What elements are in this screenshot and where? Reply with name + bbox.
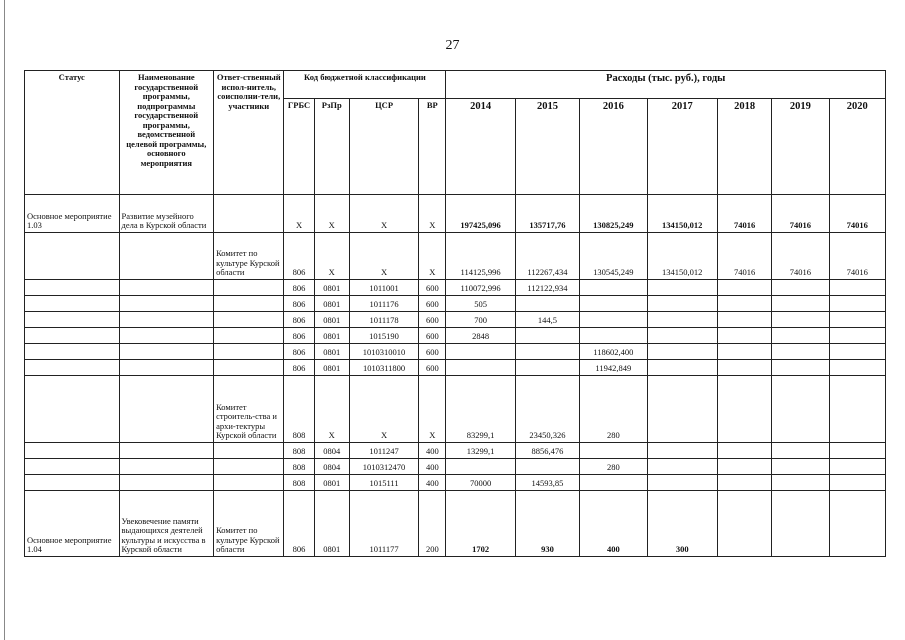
cell-status: Основное мероприятие 1.04: [25, 491, 120, 557]
cell-rzpr: Х: [314, 195, 349, 233]
cell-vr: 600: [419, 312, 446, 328]
cell-vr: 600: [419, 344, 446, 360]
header-year-2015: 2015: [515, 99, 579, 195]
cell-year-2019: [772, 459, 829, 475]
cell-grbs: 808: [284, 475, 314, 491]
cell-responsible: Комитет по культуре Курской области: [214, 233, 284, 280]
cell-status: [25, 344, 120, 360]
cell-year-2019: [772, 443, 829, 459]
cell-vr: 400: [419, 443, 446, 459]
cell-responsible: [214, 296, 284, 312]
cell-rzpr: 0804: [314, 443, 349, 459]
cell-csr: 1015190: [349, 328, 418, 344]
cell-csr: Х: [349, 195, 418, 233]
cell-status: [25, 376, 120, 443]
cell-year-2018: [717, 328, 771, 344]
cell-year-2016: [580, 312, 647, 328]
cell-grbs: Х: [284, 195, 314, 233]
cell-rzpr: 0801: [314, 360, 349, 376]
header-expenses: Расходы (тыс. руб.), годы: [446, 71, 886, 99]
cell-year-2015: [515, 344, 579, 360]
cell-year-2019: [772, 296, 829, 312]
cell-status: [25, 475, 120, 491]
cell-rzpr: 0801: [314, 344, 349, 360]
cell-name: [119, 376, 214, 443]
header-year-2020: 2020: [829, 99, 885, 195]
cell-year-2017: [647, 280, 717, 296]
cell-grbs: 806: [284, 491, 314, 557]
table-row: [25, 443, 886, 459]
cell-csr: Х: [349, 376, 418, 443]
cell-year-2018: [717, 459, 771, 475]
cell-csr: Х: [349, 233, 418, 280]
cell-name: Развитие музейного дела в Курской области: [119, 195, 214, 233]
cell-csr: 1015111: [349, 475, 418, 491]
cell-status: [25, 443, 120, 459]
cell-year-2020: [829, 475, 885, 491]
cell-year-2016: 118602,400: [580, 344, 647, 360]
cell-year-2016: [580, 443, 647, 459]
cell-year-2019: [772, 344, 829, 360]
cell-year-2016: 11942,849: [580, 360, 647, 376]
cell-vr: 400: [419, 459, 446, 475]
cell-year-2014: [446, 459, 515, 475]
cell-year-2015: 112267,434: [515, 233, 579, 280]
header-responsible: Ответ-ственный испол-нитель, соисполни-тели, участники: [214, 71, 284, 195]
cell-year-2017: 134150,012: [647, 195, 717, 233]
header-grbs: ГРБС: [284, 99, 314, 195]
cell-year-2020: [829, 491, 885, 557]
cell-year-2018: [717, 360, 771, 376]
cell-name: [119, 296, 214, 312]
cell-year-2014: 83299,1: [446, 376, 515, 443]
cell-name: Увековечение памяти выдающихся деятелей культуры и искусства в Курской области: [119, 491, 214, 557]
table-row: [25, 296, 886, 312]
cell-year-2014: 505: [446, 296, 515, 312]
cell-year-2015: 112122,934: [515, 280, 579, 296]
budget-table: [24, 70, 886, 557]
cell-vr: 400: [419, 475, 446, 491]
cell-year-2015: 144,5: [515, 312, 579, 328]
cell-year-2017: [647, 296, 717, 312]
cell-rzpr: 0801: [314, 296, 349, 312]
cell-rzpr: 0801: [314, 491, 349, 557]
header-budget-code: Код бюджетной классификации: [284, 71, 446, 99]
cell-responsible: Комитет по культуре Курской области: [214, 491, 284, 557]
cell-year-2020: [829, 360, 885, 376]
header-year-2019: 2019: [772, 99, 829, 195]
cell-vr: 200: [419, 491, 446, 557]
cell-year-2016: [580, 475, 647, 491]
cell-vr: 600: [419, 360, 446, 376]
table-row: [25, 233, 886, 280]
header-status: Статус: [25, 71, 120, 195]
cell-grbs: 806: [284, 360, 314, 376]
cell-year-2020: 74016: [829, 233, 885, 280]
cell-rzpr: 0801: [314, 328, 349, 344]
cell-year-2020: [829, 296, 885, 312]
cell-year-2020: [829, 443, 885, 459]
cell-status: [25, 233, 120, 280]
cell-year-2020: [829, 376, 885, 443]
cell-name: [119, 328, 214, 344]
cell-year-2015: [515, 328, 579, 344]
cell-year-2014: [446, 360, 515, 376]
cell-year-2018: [717, 475, 771, 491]
cell-responsible: [214, 344, 284, 360]
header-year-2016: 2016: [580, 99, 647, 195]
cell-year-2019: [772, 312, 829, 328]
cell-grbs: 806: [284, 233, 314, 280]
cell-year-2016: 130825,249: [580, 195, 647, 233]
cell-rzpr: Х: [314, 376, 349, 443]
cell-rzpr: Х: [314, 233, 349, 280]
cell-year-2019: [772, 475, 829, 491]
budget-table-body: [25, 195, 886, 557]
page-number: 27: [445, 38, 460, 53]
cell-vr: 600: [419, 328, 446, 344]
cell-year-2019: [772, 280, 829, 296]
header-vr: ВР: [419, 99, 446, 195]
cell-year-2020: [829, 459, 885, 475]
cell-csr: 1011177: [349, 491, 418, 557]
cell-year-2018: 74016: [717, 195, 771, 233]
cell-year-2020: [829, 312, 885, 328]
cell-vr: 600: [419, 280, 446, 296]
cell-year-2018: [717, 280, 771, 296]
cell-year-2018: [717, 296, 771, 312]
cell-grbs: 806: [284, 296, 314, 312]
cell-name: [119, 312, 214, 328]
cell-csr: 1010312470: [349, 459, 418, 475]
cell-year-2019: [772, 491, 829, 557]
cell-year-2014: 110072,996: [446, 280, 515, 296]
table-row: [25, 459, 886, 475]
cell-year-2017: [647, 475, 717, 491]
cell-year-2016: [580, 296, 647, 312]
cell-year-2015: 23450,326: [515, 376, 579, 443]
cell-responsible: [214, 475, 284, 491]
cell-responsible: [214, 360, 284, 376]
cell-name: [119, 360, 214, 376]
cell-name: [119, 280, 214, 296]
cell-year-2016: [580, 328, 647, 344]
table-row: [25, 312, 886, 328]
cell-year-2015: [515, 296, 579, 312]
cell-vr: Х: [419, 195, 446, 233]
cell-grbs: 808: [284, 459, 314, 475]
cell-year-2017: [647, 459, 717, 475]
cell-grbs: 808: [284, 376, 314, 443]
cell-year-2014: 700: [446, 312, 515, 328]
cell-year-2020: [829, 344, 885, 360]
table-row: [25, 491, 886, 557]
cell-status: [25, 360, 120, 376]
cell-status: [25, 312, 120, 328]
cell-responsible: [214, 312, 284, 328]
cell-status: [25, 459, 120, 475]
cell-name: [119, 443, 214, 459]
cell-grbs: 806: [284, 344, 314, 360]
cell-year-2014: 114125,996: [446, 233, 515, 280]
cell-year-2016: 400: [580, 491, 647, 557]
cell-year-2014: 70000: [446, 475, 515, 491]
cell-year-2017: [647, 360, 717, 376]
cell-grbs: 806: [284, 280, 314, 296]
cell-year-2016: 130545,249: [580, 233, 647, 280]
header-csr: ЦСР: [349, 99, 418, 195]
cell-status: [25, 296, 120, 312]
cell-rzpr: 0804: [314, 459, 349, 475]
cell-year-2019: 74016: [772, 195, 829, 233]
cell-year-2018: [717, 344, 771, 360]
cell-csr: 1011178: [349, 312, 418, 328]
cell-year-2014: 13299,1: [446, 443, 515, 459]
cell-year-2017: 300: [647, 491, 717, 557]
cell-responsible: [214, 328, 284, 344]
cell-year-2018: [717, 491, 771, 557]
cell-rzpr: 0801: [314, 475, 349, 491]
cell-year-2014: 2848: [446, 328, 515, 344]
cell-name: [119, 344, 214, 360]
cell-csr: 1011001: [349, 280, 418, 296]
cell-year-2019: 74016: [772, 233, 829, 280]
cell-vr: Х: [419, 376, 446, 443]
header-name: Наименование государственной программы, подпрограммы государственной программы, ведомственной целевой программы, основного мероприятия: [119, 71, 214, 195]
cell-vr: 600: [419, 296, 446, 312]
cell-grbs: 806: [284, 312, 314, 328]
cell-csr: 1010310010: [349, 344, 418, 360]
cell-status: Основное мероприятие 1.03: [25, 195, 120, 233]
cell-year-2020: [829, 280, 885, 296]
cell-year-2017: 134150,012: [647, 233, 717, 280]
table-row: [25, 475, 886, 491]
cell-name: [119, 459, 214, 475]
cell-status: [25, 280, 120, 296]
cell-csr: 1011176: [349, 296, 418, 312]
header-year-2014: 2014: [446, 99, 515, 195]
cell-year-2016: 280: [580, 459, 647, 475]
header-year-2018: 2018: [717, 99, 771, 195]
cell-responsible: Комитет строитель-ства и архи-тектуры Курской области: [214, 376, 284, 443]
cell-responsible: [214, 195, 284, 233]
table-row: [25, 328, 886, 344]
cell-year-2019: [772, 376, 829, 443]
header-year-2017: 2017: [647, 99, 717, 195]
cell-year-2019: [772, 328, 829, 344]
cell-grbs: 808: [284, 443, 314, 459]
cell-responsible: [214, 459, 284, 475]
cell-status: [25, 328, 120, 344]
cell-year-2017: [647, 344, 717, 360]
table-row: [25, 376, 886, 443]
cell-vr: Х: [419, 233, 446, 280]
cell-year-2016: 280: [580, 376, 647, 443]
table-row: [25, 344, 886, 360]
cell-year-2018: [717, 443, 771, 459]
table-row: [25, 280, 886, 296]
cell-year-2015: 14593,85: [515, 475, 579, 491]
cell-year-2014: 197425,096: [446, 195, 515, 233]
cell-year-2015: 8856,476: [515, 443, 579, 459]
cell-year-2018: [717, 312, 771, 328]
cell-year-2016: [580, 280, 647, 296]
cell-year-2015: [515, 360, 579, 376]
cell-year-2018: [717, 376, 771, 443]
cell-year-2014: [446, 344, 515, 360]
header-rzpr: РзПр: [314, 99, 349, 195]
cell-csr: 1011247: [349, 443, 418, 459]
cell-year-2015: [515, 459, 579, 475]
cell-rzpr: 0801: [314, 312, 349, 328]
page-left-edge: [4, 0, 5, 640]
cell-year-2015: 930: [515, 491, 579, 557]
cell-csr: 1010311800: [349, 360, 418, 376]
table-row: [25, 360, 886, 376]
cell-responsible: [214, 443, 284, 459]
cell-year-2019: [772, 360, 829, 376]
cell-grbs: 806: [284, 328, 314, 344]
cell-name: [119, 233, 214, 280]
cell-year-2018: 74016: [717, 233, 771, 280]
cell-responsible: [214, 280, 284, 296]
cell-year-2017: [647, 443, 717, 459]
cell-year-2020: 74016: [829, 195, 885, 233]
cell-name: [119, 475, 214, 491]
table-row: [25, 195, 886, 233]
cell-year-2014: 1702: [446, 491, 515, 557]
cell-year-2017: [647, 312, 717, 328]
cell-year-2017: [647, 328, 717, 344]
cell-year-2017: [647, 376, 717, 443]
cell-year-2020: [829, 328, 885, 344]
cell-year-2015: 135717,76: [515, 195, 579, 233]
cell-rzpr: 0801: [314, 280, 349, 296]
